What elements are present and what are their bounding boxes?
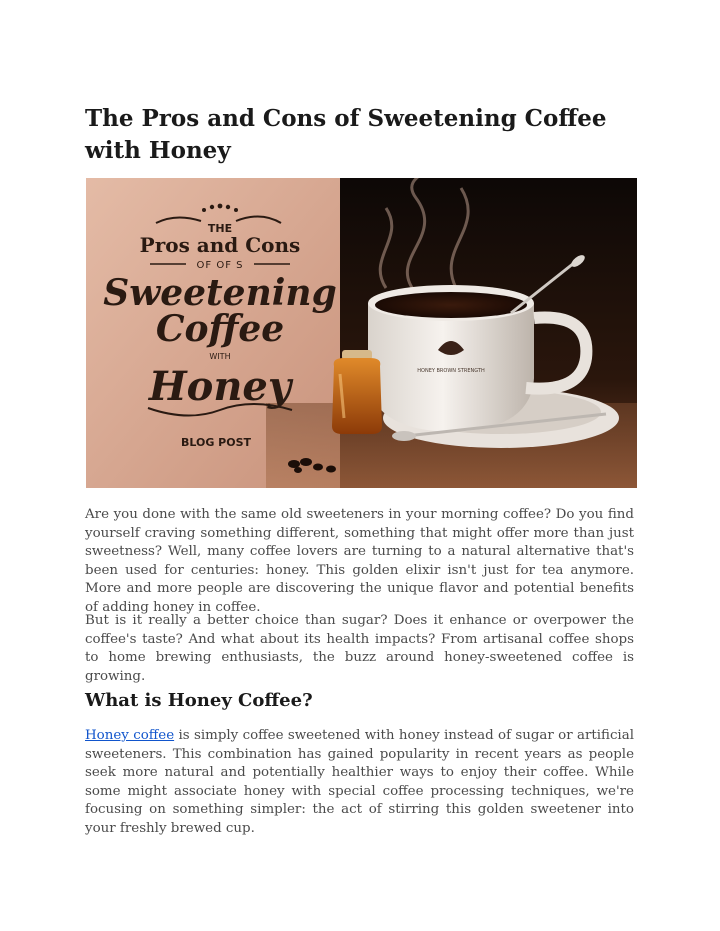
- cup-print: HONEY BROWN STRENGTH: [417, 368, 485, 374]
- honey-jar: [332, 358, 382, 434]
- section-paragraph: [85, 727, 634, 839]
- article-title: The Pros and Cons of Sweetening Coffee with Honey: [85, 105, 607, 164]
- hero-text-blog-post: BLOG POST: [180, 436, 252, 449]
- hero-text-the: THE: [207, 222, 233, 235]
- hero-image: [86, 178, 637, 488]
- honey-coffee-link[interactable]: Honey coffee: [85, 728, 175, 743]
- intro-paragraph-2: But is it really a better choice than sugar? Does it enhance or overpower the coffee's taste? And what about its health impacts? From artisanal coffee shops to home brewing enthusiasts, the buzz around honey-sweetened coffee is growing.: [85, 613, 634, 684]
- intro-paragraph-1: Are you done with the same old sweeteners in your morning coffee? Do you find yourself craving something different, something that might offer more than just sweetness? Well, many coffee lovers are turning to a natural alternative that's been used for centuries: honey. This golden elixir isn't just for tea anymore. More and more people are discovering the unique flavor and potential benefits of adding honey in coffee.: [85, 507, 634, 615]
- hero-text-pros-cons: Pros and Cons: [139, 233, 301, 257]
- hero-text-sweetening: Sweetening: [103, 272, 337, 314]
- section-paragraph-text: is simply coffee sweetened with honey instead of sugar or artificial sweeteners. This combination has gained popularity in recent years as people seek more natural and potentially healthier ways to enjoy their coffee. While some might associate honey with special coffee processing techniques, we're focusing on something simpler: the act of stirring this golden sweetener into your freshly brewed cup.: [85, 728, 634, 836]
- section-heading: What is Honey Coffee?: [85, 690, 313, 711]
- coffee-surface: [375, 292, 527, 318]
- hero-text-coffee: Coffee: [155, 308, 285, 350]
- hero-text-with: WITH: [209, 352, 231, 361]
- hero-text-of: OF OF S: [196, 260, 244, 271]
- spoon-on-saucer-bowl: [392, 431, 416, 441]
- hero-text-honey: Honey: [148, 363, 292, 410]
